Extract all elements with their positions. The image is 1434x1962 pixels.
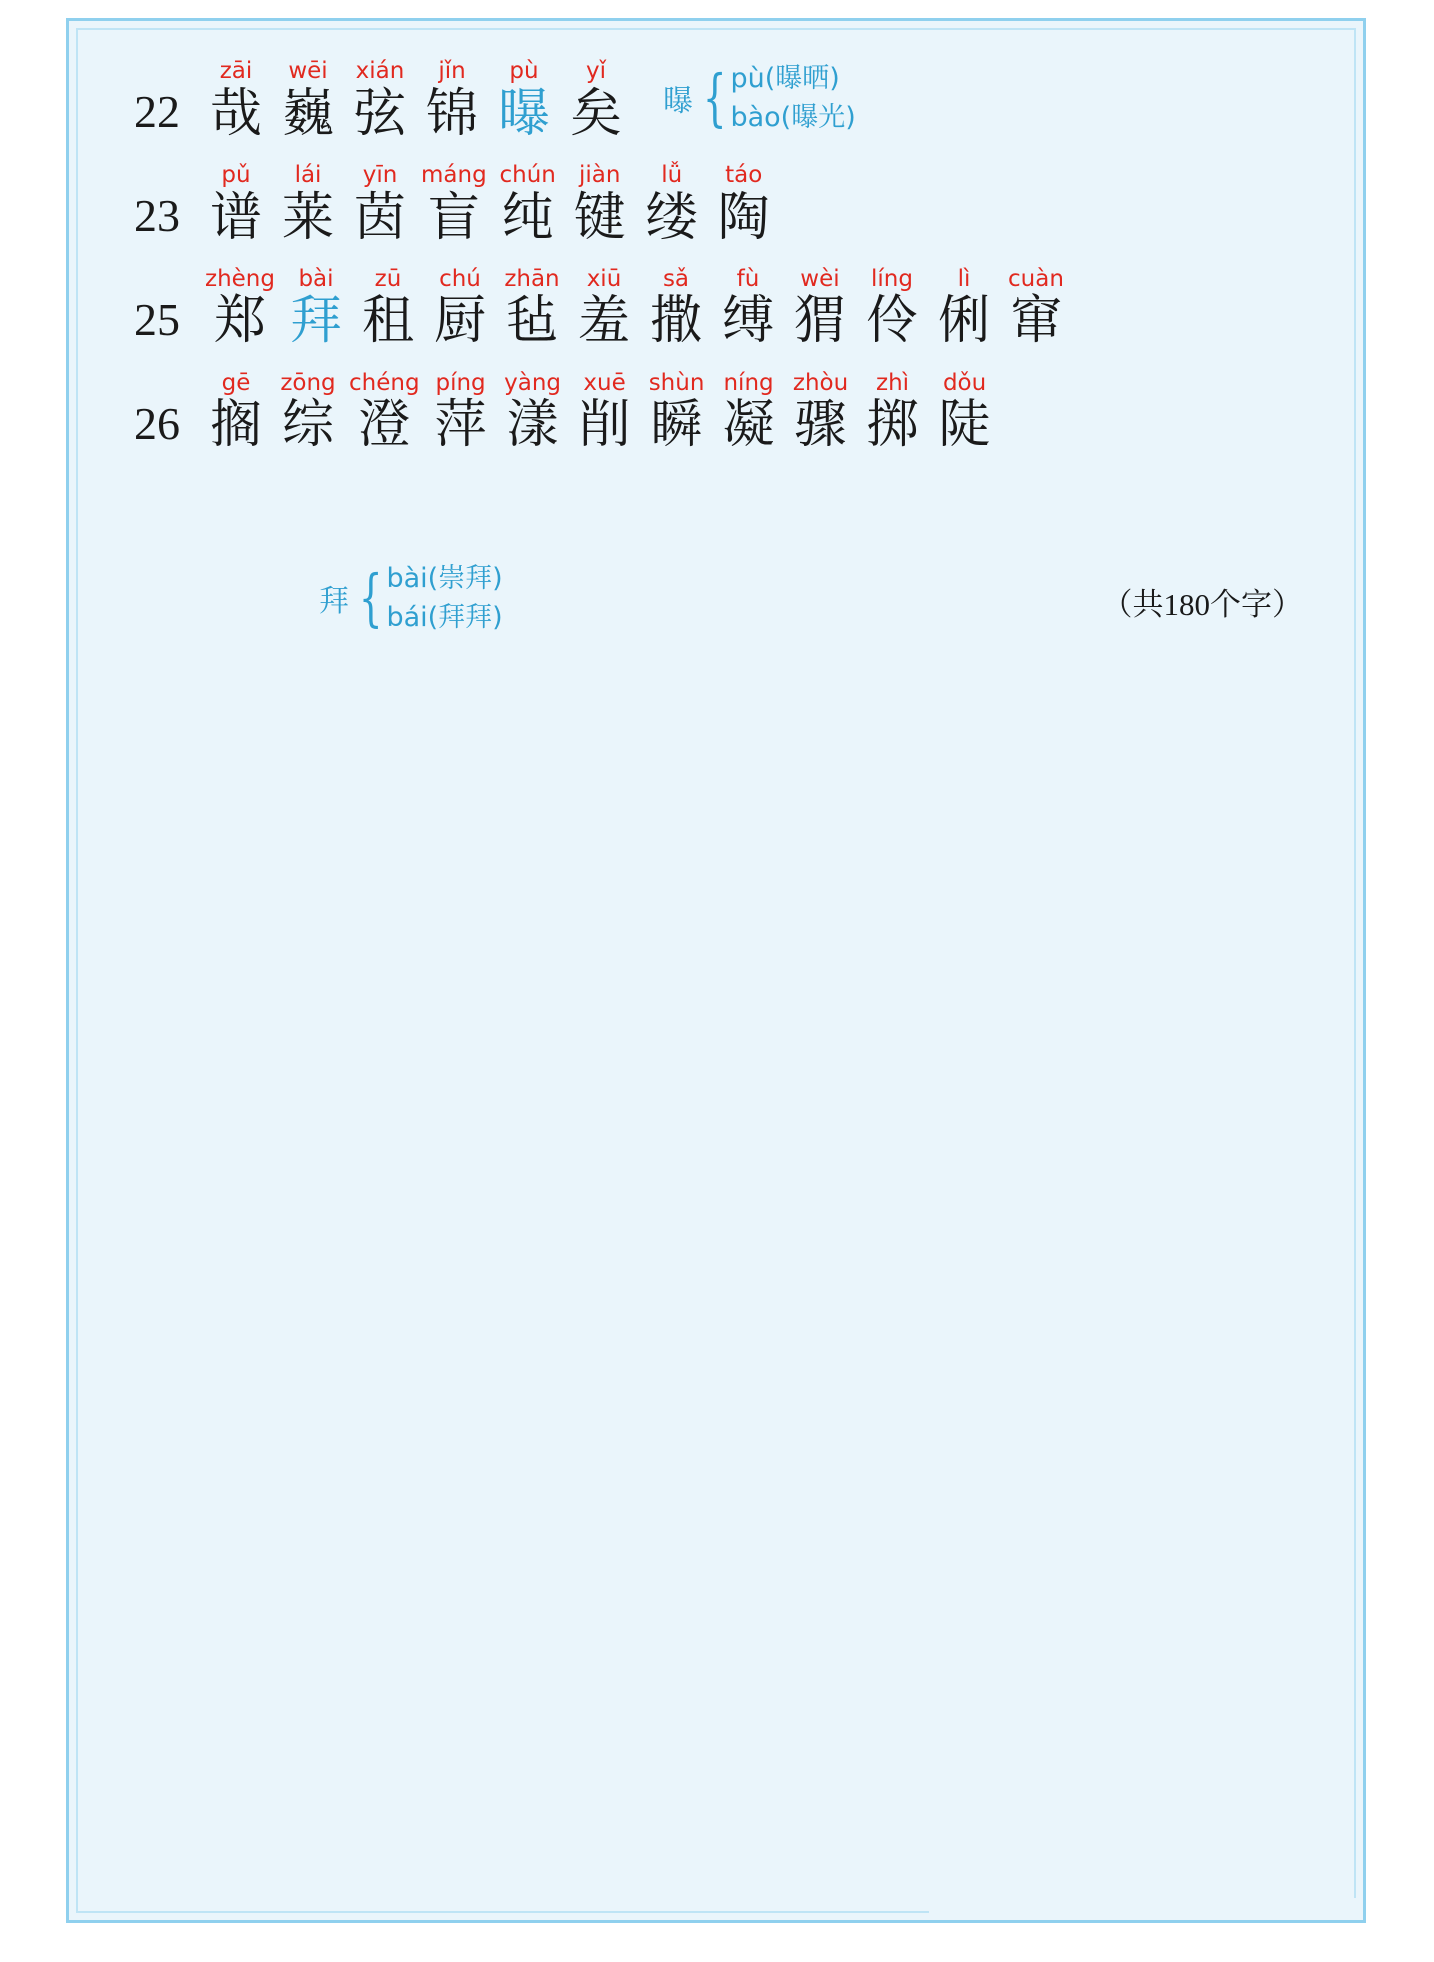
character-cell[interactable] [861, 266, 923, 352]
pinyin-label: yàng [504, 370, 561, 397]
hanzi-glyph: 瞬 [650, 395, 703, 456]
polyphone-reading: bài(崇拜) [386, 563, 503, 594]
worksheet-page [66, 18, 1366, 1923]
hanzi-glyph: 莱 [281, 187, 334, 248]
row-number: 23 [134, 190, 180, 242]
polyphone-readings [730, 59, 855, 137]
pinyin-label: cuàn [1008, 266, 1064, 293]
hanzi-glyph: 茵 [353, 187, 406, 248]
hanzi-glyph: 搁 [209, 395, 262, 456]
hanzi-glyph: 缕 [645, 187, 698, 248]
hanzi-glyph: 哉 [209, 83, 262, 144]
character-cell[interactable] [277, 58, 339, 144]
pinyin-label: jiàn [578, 162, 621, 189]
character-cell[interactable] [497, 162, 559, 248]
character-cell-highlighted[interactable] [493, 58, 555, 144]
hanzi-glyph: 撒 [649, 291, 702, 352]
character-cell-highlighted[interactable] [285, 266, 347, 352]
hanzi-glyph: 锦 [425, 83, 478, 144]
character-list [205, 162, 785, 248]
character-cell[interactable] [421, 162, 487, 248]
hanzi-glyph: 漾 [506, 395, 559, 456]
pinyin-label: wēi [288, 58, 328, 85]
character-cell[interactable] [502, 370, 564, 456]
polyphone-reading: bào(曝光) [730, 102, 856, 134]
character-cell[interactable] [277, 370, 339, 456]
character-cell[interactable] [934, 370, 996, 456]
character-cell[interactable] [1005, 266, 1067, 352]
pinyin-label: dǒu [942, 370, 987, 397]
pinyin-label: yǐ [585, 58, 606, 85]
pinyin-label: zhì [876, 370, 910, 397]
pinyin-label: zōng [280, 370, 336, 397]
character-cell[interactable] [933, 266, 995, 352]
hanzi-glyph: 猬 [793, 291, 846, 352]
pinyin-label: zū [374, 266, 402, 293]
hanzi-glyph: 萍 [434, 395, 487, 456]
character-cell[interactable] [429, 266, 491, 352]
pinyin-label: líng [871, 266, 913, 293]
footer-bar [929, 1898, 1359, 1920]
hanzi-glyph: 缚 [721, 291, 774, 352]
character-rows [69, 58, 1363, 635]
pinyin-label: chéng [349, 370, 420, 397]
polyphone-reading: pù(曝晒) [730, 63, 840, 94]
pinyin-label: xuē [583, 370, 626, 397]
pinyin-label: píng [435, 370, 486, 397]
character-cell[interactable] [645, 266, 707, 352]
pinyin-label: máng [421, 162, 487, 189]
hanzi-glyph: 巍 [281, 83, 334, 144]
character-cell[interactable] [205, 58, 267, 144]
character-cell[interactable] [641, 162, 703, 248]
pinyin-label: chún [499, 162, 556, 189]
character-cell[interactable] [789, 266, 851, 352]
row-number: 25 [134, 294, 180, 346]
polyphone-note [663, 59, 856, 137]
hanzi-glyph: 陶 [717, 187, 770, 248]
character-cell[interactable] [430, 370, 492, 456]
character-cell[interactable] [717, 266, 779, 352]
pinyin-label: chú [439, 266, 481, 293]
pinyin-label: zāi [219, 58, 253, 85]
character-cell[interactable] [357, 266, 419, 352]
table-row [69, 370, 1363, 456]
hanzi-glyph: 矣 [569, 83, 622, 144]
character-list [205, 370, 1006, 456]
pinyin-label: wèi [800, 266, 840, 293]
polyphone-head-char: 曝 [663, 84, 693, 120]
table-row [69, 58, 1363, 144]
character-cell[interactable] [713, 162, 775, 248]
character-list [205, 58, 637, 144]
character-cell[interactable] [569, 162, 631, 248]
pinyin-label: shùn [648, 370, 705, 397]
character-cell[interactable] [862, 370, 924, 456]
character-cell[interactable] [574, 370, 636, 456]
hanzi-glyph: 陡 [938, 395, 991, 456]
character-list [205, 266, 1077, 352]
character-cell[interactable] [646, 370, 708, 456]
hanzi-glyph: 羞 [577, 291, 630, 352]
hanzi-glyph: 综 [281, 395, 334, 456]
character-cell[interactable] [205, 162, 267, 248]
character-cell[interactable] [349, 162, 411, 248]
brace-icon: { [358, 561, 383, 635]
pinyin-label: zhòu [792, 370, 849, 397]
hanzi-glyph: 窜 [1009, 291, 1062, 352]
character-cell[interactable] [421, 58, 483, 144]
hanzi-glyph: 俐 [937, 291, 990, 352]
table-row [69, 162, 1363, 248]
row-number: 26 [134, 397, 180, 449]
pinyin-label: xiū [586, 266, 622, 293]
hanzi-glyph: 削 [578, 395, 631, 456]
pinyin-label: jǐn [438, 58, 466, 85]
pinyin-label: lái [294, 162, 322, 189]
hanzi-glyph: 拜 [289, 291, 342, 352]
character-cell[interactable] [349, 58, 411, 144]
hanzi-glyph: 厨 [433, 291, 486, 352]
hanzi-glyph: 郑 [213, 291, 266, 352]
polyphone-readings [386, 559, 502, 637]
row-number: 22 [134, 86, 180, 138]
polyphone-note-footer [319, 559, 503, 637]
character-cell[interactable] [790, 370, 852, 456]
table-row [69, 266, 1363, 352]
hanzi-glyph: 毡 [505, 291, 558, 352]
hanzi-glyph: 骤 [794, 395, 847, 456]
character-cell[interactable] [205, 370, 267, 456]
character-cell[interactable] [277, 162, 339, 248]
hanzi-glyph: 纯 [501, 187, 554, 248]
hanzi-glyph: 谱 [209, 187, 262, 248]
hanzi-glyph: 凝 [722, 395, 775, 456]
pinyin-label: pǔ [221, 162, 251, 189]
pinyin-label: zhān [504, 266, 560, 293]
pinyin-label: pù [509, 58, 539, 85]
pinyin-label: táo [725, 162, 763, 189]
hanzi-glyph: 曝 [497, 83, 550, 144]
character-cell[interactable] [205, 266, 275, 352]
polyphone-reading: bái(拜拜) [386, 602, 503, 634]
hanzi-glyph: 键 [573, 187, 626, 248]
pinyin-label: lǚ [661, 162, 683, 189]
pinyin-label: zhèng [205, 266, 275, 293]
character-cell[interactable] [565, 58, 627, 144]
brace-icon: { [702, 61, 727, 135]
pinyin-label: fù [736, 266, 760, 293]
pinyin-label: yīn [362, 162, 398, 189]
pinyin-label: níng [723, 370, 774, 397]
pinyin-label: sǎ [662, 266, 690, 293]
pinyin-label: bài [298, 266, 334, 293]
pinyin-label: xián [355, 58, 405, 85]
hanzi-glyph: 伶 [865, 291, 918, 352]
hanzi-glyph: 盲 [427, 187, 480, 248]
hanzi-glyph: 澄 [358, 395, 411, 456]
character-cell[interactable] [573, 266, 635, 352]
pinyin-label: lì [957, 266, 971, 293]
character-cell[interactable] [349, 370, 420, 456]
character-cell[interactable] [501, 266, 563, 352]
total-count-note: （共180个字） [1101, 587, 1303, 622]
hanzi-glyph: 弦 [353, 83, 406, 144]
hanzi-glyph: 掷 [866, 395, 919, 456]
character-cell[interactable] [718, 370, 780, 456]
hanzi-glyph: 租 [361, 291, 414, 352]
polyphone-head-char: 拜 [319, 584, 349, 620]
pinyin-label: gē [221, 370, 251, 397]
